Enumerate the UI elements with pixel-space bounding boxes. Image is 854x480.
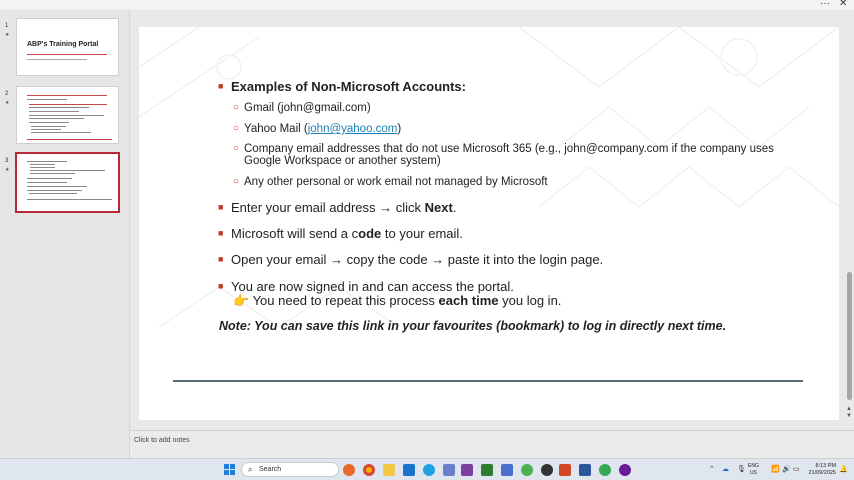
title-strip xyxy=(0,0,854,10)
wifi-icon[interactable]: 📶 xyxy=(771,466,780,473)
yahoo-email-link[interactable]: john@yahoo.com xyxy=(307,123,398,135)
slide-number: 3 xyxy=(5,158,9,164)
word-icon[interactable] xyxy=(579,464,591,476)
slide-thumbnail-1[interactable] xyxy=(16,18,119,76)
bullet-square-icon: ■ xyxy=(218,281,224,291)
tray-overflow-icon[interactable]: ⌃ xyxy=(709,466,715,473)
scrollbar-thumb[interactable] xyxy=(847,272,852,400)
slide-thumbnail-pane xyxy=(0,10,130,458)
thumbnail-row-3 xyxy=(0,153,130,215)
taskbar xyxy=(0,458,854,480)
edge-icon[interactable] xyxy=(423,464,435,476)
volume-icon[interactable]: 🔊 xyxy=(782,466,791,473)
thumbnail-divider xyxy=(27,54,107,55)
thumbnail-title: ABP's Training Portal xyxy=(27,41,99,48)
star-icon: ★ xyxy=(5,100,10,106)
app-icon[interactable] xyxy=(619,464,631,476)
scroll-up-icon[interactable]: ▲ xyxy=(846,406,852,412)
scroll-down-icon[interactable]: ▼ xyxy=(846,413,852,419)
slide-number: 1 xyxy=(5,23,9,29)
notes-placeholder[interactable]: Click to add notes xyxy=(134,437,190,444)
notes-pane[interactable] xyxy=(130,430,854,458)
more-options-icon[interactable]: ··· xyxy=(820,0,830,9)
onenote-icon[interactable] xyxy=(461,464,473,476)
onedrive-icon[interactable]: ☁ xyxy=(722,466,729,473)
vertical-scrollbar[interactable] xyxy=(845,20,854,420)
chrome-icon[interactable] xyxy=(363,464,375,476)
search-icon: ⌕ xyxy=(248,465,253,474)
battery-icon[interactable]: ▭ xyxy=(793,466,800,473)
circle-bullet-icon: ○ xyxy=(233,123,240,134)
slide-thumbnail-3[interactable] xyxy=(15,152,120,213)
chrome-profile-icon[interactable] xyxy=(521,464,533,476)
star-icon: ★ xyxy=(5,32,10,38)
file-explorer-icon[interactable] xyxy=(383,464,395,476)
slide-canvas[interactable] xyxy=(139,27,839,420)
chrome-app-icon[interactable] xyxy=(599,464,611,476)
microphone-icon[interactable]: 🎙 xyxy=(737,466,746,473)
thumbnail-row-1 xyxy=(0,18,130,80)
star-icon: ★ xyxy=(5,167,10,173)
repeat-process-line: 👉 You need to repeat this process each time you log in. xyxy=(233,293,562,308)
bullet-square-icon: ■ xyxy=(218,228,224,238)
notification-bell-icon[interactable]: 🔔 xyxy=(839,466,848,473)
outlook-icon[interactable] xyxy=(403,464,415,476)
powerpoint-icon[interactable] xyxy=(559,464,571,476)
circle-bullet-icon: ○ xyxy=(233,176,240,187)
bookmark-note: Note: You can save this link in your favourites (bookmark) to log in directly next time. xyxy=(219,319,727,333)
bullet-square-icon: ■ xyxy=(218,81,224,91)
bullet-square-icon: ■ xyxy=(218,202,224,212)
github-icon[interactable] xyxy=(541,464,553,476)
thumbnail-subtitle-line xyxy=(27,59,87,60)
calendar-app-icon[interactable] xyxy=(501,464,513,476)
windows-start-icon[interactable] xyxy=(224,464,235,475)
slide-number: 2 xyxy=(5,91,9,97)
circle-bullet-icon: ○ xyxy=(233,143,240,154)
slide-content: ■ Examples of Non-Microsoft Accounts: ○ Gmail (john@gmail.com) ○ Yahoo Mail (john@yahoo.com) ○ Company email addresses that do not use Microsoft 365 (e.g., john@company.com if the company uses Google Workspace or another system) ○ Any other personal or work email not managed by Microsoft ■ Enter your email address → click Next. ■ Microsoft will send a code to your email. ■ Open your email → copy the code → paste it into the login page. ■ You are now signed in and can access the portal. 👉 You need to repeat this process each time you log in. Note: You can save this link in your favourites (bookmark) to log in directly next time. xyxy=(139,27,839,420)
thumbnail-row-2 xyxy=(0,86,130,148)
slide-thumbnail-2[interactable] xyxy=(16,86,119,144)
language-indicator[interactable]: ENG US xyxy=(748,463,759,476)
circle-bullet-icon: ○ xyxy=(233,102,240,113)
slide-divider-line xyxy=(173,380,803,382)
snipping-tool-icon[interactable] xyxy=(443,464,455,476)
firefox-icon[interactable] xyxy=(343,464,355,476)
bullet-square-icon: ■ xyxy=(218,254,224,264)
taskbar-search-box[interactable]: ⌕ Search xyxy=(241,462,339,477)
excel-icon[interactable] xyxy=(481,464,493,476)
close-icon[interactable]: ✕ xyxy=(839,0,848,9)
system-clock[interactable]: 8:13 PM 21/09/2025 xyxy=(808,463,836,476)
